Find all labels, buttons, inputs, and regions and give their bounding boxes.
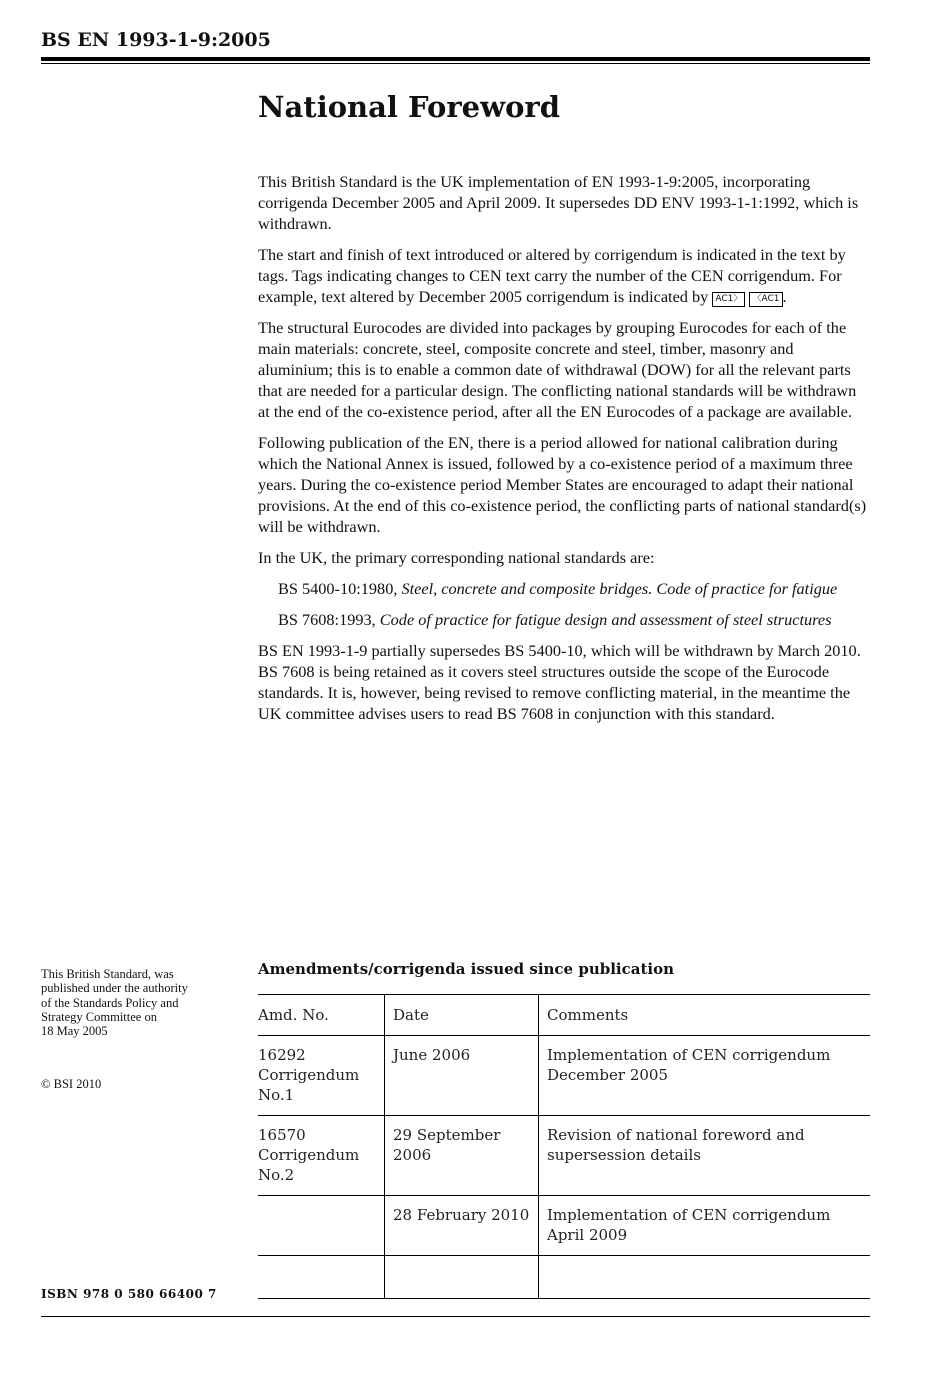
isbn-number: ISBN 978 0 580 66400 7: [41, 1287, 217, 1301]
list-item-title: Code of practice for fatigue design and assessment of steel structures: [379, 610, 832, 629]
copyright-notice: © BSI 2010: [41, 1077, 102, 1091]
cell-amd-no: 16292 Corrigendum No.1: [258, 1036, 385, 1116]
cell-date: 29 September 2006: [385, 1116, 539, 1196]
paragraph-uk-standards-intro: In the UK, the primary corresponding national standards are:: [258, 548, 655, 567]
publication-note-line: 18 May 2005: [41, 1024, 108, 1039]
publication-note-line: published under the authority: [41, 981, 188, 996]
standard-code-header: BS EN 1993-1-9:2005: [41, 29, 271, 51]
cell-comments: Implementation of CEN corrigendum April 2009: [539, 1196, 871, 1256]
column-header-date: Date: [385, 995, 539, 1036]
paragraph-tags: [258, 244, 870, 307]
table-header-row: [258, 995, 870, 1036]
paragraph-co-existence: Following publication of the EN, there is a period allowed for national calibration during which the National Annex is issued, followed by a co-existence period of a maximum three years. During the co-existence period Member States are encouraged to adapt their national provisions. At the end of this co-existence period, the conflicting parts of national standard(s) will be withdrawn.: [258, 433, 867, 536]
cell-date: June 2006: [385, 1036, 539, 1116]
table-row: [258, 1256, 870, 1299]
column-header-amd-no: Amd. No.: [258, 995, 385, 1036]
cell-amd-no: [258, 1256, 385, 1299]
list-item-code: BS 7608:1993,: [278, 610, 376, 629]
page-title: National Foreword: [258, 90, 560, 124]
paragraph-tags-text: The start and finish of text introduced or altered by corrigendum is indicated in the text by tags. Tags indicating changes to CEN text carry the number of the CEN corrigendum. For example, text altered by December 2005 corrigendum is indicated by: [258, 245, 846, 306]
table-row: [258, 1036, 870, 1116]
ac1-close-tag-label: AC1: [761, 294, 780, 304]
cell-date: 28 February 2010: [385, 1196, 539, 1256]
list-item-title: Steel, concrete and composite bridges. Code of practice for fatigue: [401, 579, 838, 598]
ac1-close-tag-icon: 〈AC1: [749, 292, 782, 307]
paragraph-implementation: This British Standard is the UK implementation of EN 1993-1-9:2005, incorporating corrigenda December 2005 and April 2009. It supersedes DD ENV 1993-1-1:1992, which is withdrawn.: [258, 172, 859, 233]
publication-note: [41, 967, 241, 1038]
header-rule-thin: [41, 63, 870, 64]
publication-note-line: of the Standards Policy and: [41, 995, 179, 1010]
column-header-comments: Comments: [539, 995, 871, 1036]
cell-amd-no: [258, 1196, 385, 1256]
cell-amd-no: 16570 Corrigendum No.2: [258, 1116, 385, 1196]
amendments-table: [258, 994, 870, 1299]
list-item-code: BS 5400-10:1980,: [278, 579, 398, 598]
cell-comments: Revision of national foreword and supersession details: [539, 1116, 871, 1196]
paragraph-tags-end: .: [782, 287, 787, 306]
publication-note-line: This British Standard, was: [41, 967, 174, 981]
table-row: [258, 1116, 870, 1196]
publication-note-line: Strategy Committee on: [41, 1009, 157, 1024]
cell-comments: Implementation of CEN corrigendum December 2005: [539, 1036, 871, 1116]
header-rule-thick: [41, 57, 870, 61]
cell-date: [385, 1256, 539, 1299]
paragraph-eurocode-packages: The structural Eurocodes are divided into packages by grouping Eurocodes for each of the main materials: concrete, steel, composite concrete and steel, timber, masonry and aluminium; this is to enable a common date of withdrawal (DOW) for all the relevant parts that are needed for a particular design. The conflicting national standards will be withdrawn at the end of the co-existence period, after all the EN Eurocodes of a package are available.: [258, 318, 857, 421]
amendments-heading: Amendments/corrigenda issued since publication: [258, 960, 674, 978]
cell-comments: [539, 1256, 871, 1299]
ac1-open-tag-icon: AC1〉: [712, 292, 745, 307]
list-item: [278, 609, 870, 630]
list-item: [278, 578, 870, 599]
foreword-body: [258, 171, 870, 734]
paragraph-supersession: BS EN 1993-1-9 partially supersedes BS 5400-10, which will be withdrawn by March 2010. BS 7608 is being retained as it covers steel structures outside the scope of the Eurocode standards. It is, however, being revised to remove conflicting material, in the meantime the UK committee advises users to read BS 7608 in conjunction with this standard.: [258, 641, 861, 723]
ac1-open-tag-label: AC1: [715, 294, 734, 304]
footer-rule: [41, 1316, 870, 1317]
table-row: [258, 1196, 870, 1256]
